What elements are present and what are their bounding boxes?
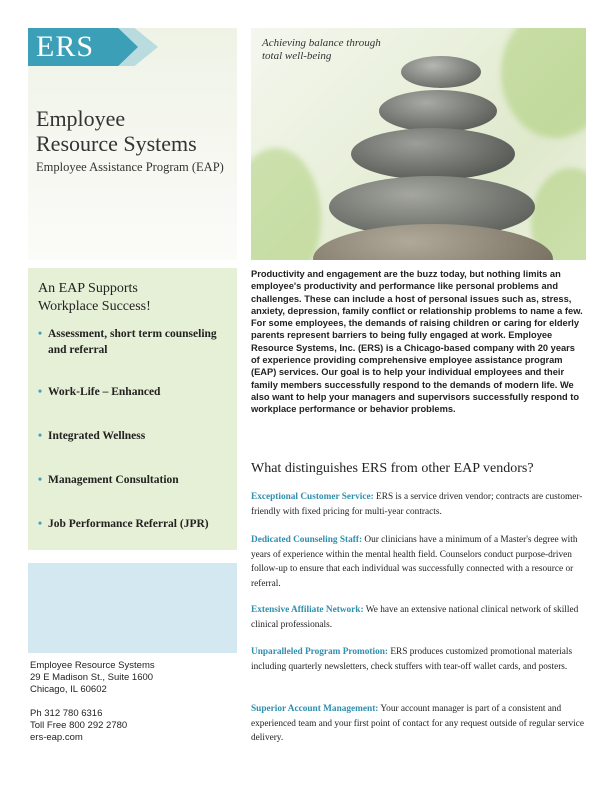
org-name-line2: Resource Systems <box>36 131 197 156</box>
stone-top <box>401 56 481 88</box>
stone-2 <box>379 90 497 132</box>
list-item <box>38 384 234 400</box>
logo[interactable]: ERS <box>36 30 95 63</box>
stone-3 <box>351 128 515 180</box>
feature-paragraph <box>251 603 586 632</box>
org-name <box>36 106 236 156</box>
sidebar-heading-line2: Workplace Success! <box>38 299 151 314</box>
feature-title: Superior Account Management: <box>251 704 379 714</box>
tagline <box>262 37 381 63</box>
org-subtitle: Employee Assistance Program (EAP) <box>36 160 224 174</box>
feature-title: Exceptional Customer Service: <box>251 492 374 502</box>
org-name-line1: Employee <box>36 106 126 131</box>
contact-tollfree: Toll Free 800 292 2780 <box>30 720 128 731</box>
contact-line: Chicago, IL 60602 <box>30 684 107 695</box>
list-item-text: Work-Life – Enhanced <box>48 386 161 398</box>
stone-base <box>313 224 553 260</box>
list-item <box>38 428 234 444</box>
feature-paragraph <box>251 490 586 519</box>
section-heading: What distinguishes ERS from other EAP vendors? <box>251 461 534 476</box>
sidebar-heading <box>38 280 228 316</box>
sidebar-heading-line1: An EAP Supports <box>38 281 138 296</box>
feature-text: Your account manager is part of a consistent and experienced team and your first point of contact for any request outside of regular service delivery. <box>251 704 585 743</box>
intro-paragraph: Productivity and engagement are the buzz today, but nothing limits an employee's productivity and performance like personal problems and challenges. These can include a host of personal issues such as, stress, anxiety, depression, family conflict or relationship problems to name a few. For some employees, the demands of raising children or caring for elderly parents represent barriers to being fully engaged at work. Employee Resource Systems, Inc. (ERS) is a Chicago-based company with 20 years of experience providing comprehensive employee assistance program (EAP) services. Our goal is to help your individual employees and their family members successfully respond to the demands of modern life. We also want to help your managers and supervisors successfully respond to workplace performance or behavior problems. <box>251 269 583 415</box>
list-item-text: Management Consultation <box>48 474 179 486</box>
list-item-text: Assessment, short term counseling and referral <box>48 328 217 356</box>
list-item <box>38 516 234 532</box>
feature-text: Our clinicians have a minimum of a Master's degree with years of experience within the mental health field. Counselors conduct purpose-driven follow-up to ensure that each individual was successfully connected with a resource or referral. <box>251 535 578 589</box>
blue-panel <box>28 563 237 653</box>
contact-block <box>30 660 155 744</box>
feature-paragraph <box>251 702 586 746</box>
feature-text: We have an extensive national clinical network of skilled clinical professionals. <box>251 605 579 630</box>
contact-spacer <box>30 696 155 708</box>
contact-line: 29 E Madison St., Suite 1600 <box>30 672 154 683</box>
tagline-line1: Achieving balance through <box>262 37 381 49</box>
feature-text: ERS is a service driven vendor; contracts are customer-friendly with fixed pricing for multi-year contracts. <box>251 492 583 517</box>
feature-paragraph <box>251 533 586 591</box>
list-item <box>38 472 234 488</box>
leaf-blur <box>501 28 586 138</box>
bullet: • <box>38 518 43 530</box>
feature-text: ERS produces customized promotional materials including quarterly newsletters, check stuffers with tear-off wallet cards, and posters. <box>251 647 573 672</box>
feature-paragraph <box>251 645 586 674</box>
contact-line: Employee Resource Systems <box>30 660 155 671</box>
feature-title: Dedicated Counseling Staff: <box>251 535 363 545</box>
bullet: • <box>38 386 43 398</box>
contact-phone: Ph 312 780 6316 <box>30 708 103 719</box>
list-item-text: Job Performance Referral (JPR) <box>48 518 209 530</box>
list-item-text: Integrated Wellness <box>48 430 146 442</box>
bullet: • <box>38 328 43 340</box>
contact-website[interactable]: ers-eap.com <box>30 732 83 743</box>
list-item <box>38 326 234 358</box>
feature-title: Unparalleled Program Promotion: <box>251 647 389 657</box>
bullet: • <box>38 474 43 486</box>
leaf-blur <box>251 148 321 260</box>
bullet: • <box>38 430 43 442</box>
feature-title: Extensive Affiliate Network: <box>251 605 364 615</box>
tagline-line2: total well-being <box>262 50 332 62</box>
